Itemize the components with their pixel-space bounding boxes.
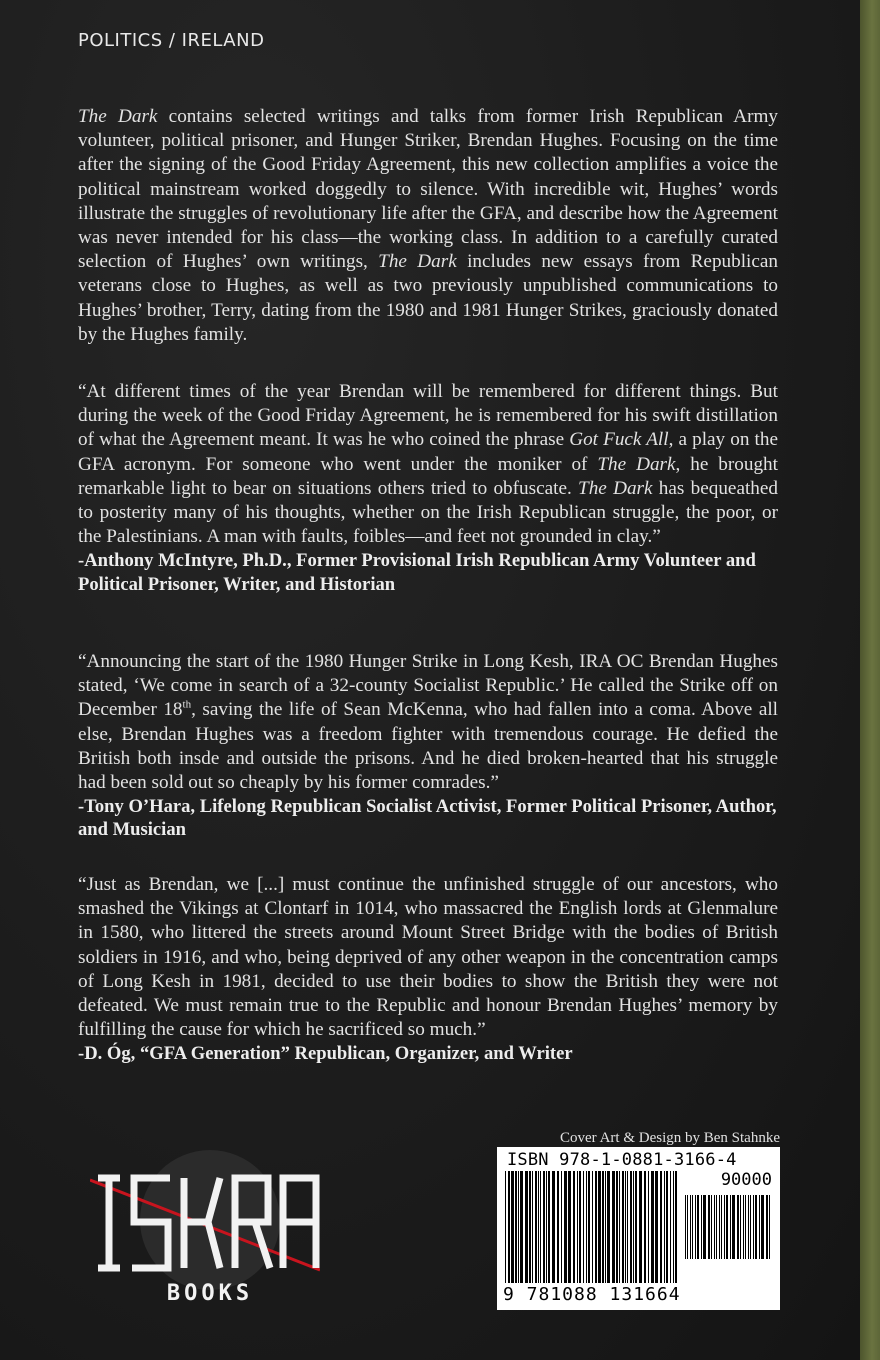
- barcode-bar: [568, 1171, 571, 1283]
- barcode-bar: [564, 1171, 567, 1283]
- barcode-bar: [557, 1171, 559, 1283]
- quote-text: , he brought remarkable light to bear on situations others tried to obfuscate.: [78, 453, 778, 499]
- barcode-bar: [648, 1171, 649, 1283]
- barcode-bar: [518, 1171, 519, 1283]
- addon-bar: [743, 1195, 744, 1259]
- quote-attribution: -D. Óg, “GFA Generation” Republican, Organizer, and Writer: [78, 1043, 573, 1065]
- quote-italic: The Dark: [597, 453, 676, 475]
- addon-bar: [716, 1195, 717, 1259]
- barcode-bars: [505, 1171, 681, 1283]
- addon-bar: [721, 1195, 722, 1259]
- barcode-bar: [561, 1171, 562, 1283]
- barcode-bar: [588, 1171, 590, 1283]
- barcode-bar: [577, 1171, 578, 1283]
- barcode-bar: [622, 1171, 624, 1283]
- ean-digits: 9 781088 131664: [503, 1284, 681, 1305]
- barcode-bar: [635, 1171, 637, 1283]
- barcode-bar: [644, 1171, 646, 1283]
- addon-bar: [695, 1195, 696, 1259]
- addon-bar: [711, 1195, 712, 1259]
- addon-bar: [730, 1195, 731, 1259]
- price-code: 90000: [720, 1170, 772, 1190]
- barcode-bar: [675, 1171, 677, 1283]
- barcode-bar: [639, 1171, 642, 1283]
- barcode-bar: [627, 1171, 628, 1283]
- description-text-1: contains selected writings and talks from former Irish Republican Army volunteer, political prisoner, and Hunger Striker, Brendan Hughes. Focusing on the time after the signing of the Good Friday Agreement, this new collection amplifies a voice the political mainstream worked doggedly to silence. With incredible wit, Hughes’ words illustrate the struggles of revolutionary life after the GFA, and describe how the Agreement was never intended for his class—the working class. In addition to a carefully curated selection of Hughes’ own writings,: [78, 106, 779, 273]
- quote-italic: The Dark: [578, 477, 653, 499]
- quote-attribution: -Anthony McIntyre, Ph.D., Former Provisional Irish Republican Army Volunteer and Political Prisoner, Writer, and Historian: [78, 550, 756, 595]
- addon-bar: [766, 1195, 768, 1259]
- barcode-bar: [505, 1171, 506, 1283]
- barcode-bar: [673, 1171, 674, 1283]
- addon-bar: [759, 1195, 760, 1259]
- addon-bar: [769, 1195, 770, 1259]
- addon-bar: [714, 1195, 715, 1259]
- spine-edge: [860, 0, 880, 1360]
- barcode-bar: [616, 1171, 618, 1283]
- barcode-bar: [579, 1171, 581, 1283]
- barcode-bar: [511, 1171, 514, 1283]
- quote-text: “At different times of the year Brendan will be remembered for different things. But during the week of the Good Friday Agreement, he is remembered for his swift distillation of what the Agreement meant. It was he who coined the phrase: [78, 381, 778, 451]
- quote-text: , saving the life of Sean McKenna, who had fallen into a coma. Above all else, Brendan Hughes was a freedom fighter with tremendous courage. He defied the British both insde and outside the prisons. And he died broken-hearted that his struggle had been sold out so cheaply by his former comrades.”: [78, 699, 778, 794]
- addon-bar: [703, 1195, 706, 1259]
- addon-bar: [697, 1195, 699, 1259]
- barcode-bar: [508, 1171, 510, 1283]
- addon-bar: [726, 1195, 728, 1259]
- addon-bar: [748, 1195, 749, 1259]
- barcode-bar: [630, 1171, 632, 1283]
- quote-italic: Got Fuck All: [569, 429, 669, 451]
- addon-bar: [687, 1195, 688, 1259]
- addon-bar: [737, 1195, 739, 1259]
- quote-text: has bequeathed to posterity many of his thoughts, whether on the Irish Republican struggle, the poor, or the Palestinians. A man with faults, foibles—and feet not grounded in clay.”: [78, 477, 778, 548]
- barcode-bar: [651, 1171, 654, 1283]
- addon-bar: [692, 1195, 693, 1259]
- iskra-books-logo: [90, 1150, 320, 1310]
- barcode-bar: [607, 1171, 610, 1283]
- barcode-bar: [543, 1171, 545, 1283]
- barcode-bar: [538, 1171, 539, 1283]
- quote-text: , a play on the GFA acronym. For someone who went under the moniker of: [78, 429, 778, 475]
- barcode-bar: [619, 1171, 620, 1283]
- addon-bar: [701, 1195, 702, 1259]
- barcode-bar: [540, 1171, 541, 1283]
- addon-bar: [761, 1195, 764, 1259]
- addon-bar: [719, 1195, 720, 1259]
- barcode-bar: [586, 1171, 587, 1283]
- barcode-bar: [670, 1171, 671, 1283]
- barcode-bar: [666, 1171, 668, 1283]
- ordinal-suffix: th: [182, 699, 192, 712]
- quote-text: “Just as Brendan, we [...] must continue the unfinished struggle of our ancestors, who smashed the Vikings at Clontarf in 1014, who massacred the English lords at Glenmalure in 1580, who littered the streets around Mount Street Bridge with the bodies of British soldiers in 1916, and who, being deprived of any other weapon in the concentration camps of Long Kesh in 1981, decided to use their bodies to show the British they were not defeated. We must remain true to the Republic and honour Brendan Hughes’ memory by fulfilling the cause for which he sacrificed so much.”: [78, 874, 778, 1041]
- description-text-2: includes new essays from Republican veterans close to Hughes, as well as two previously unpublished communications to Hughes’ brother, Terry, dating from the 1980 and 1981 Hunger Strikes, graciously donated by the Hughes family.: [78, 251, 779, 345]
- barcode-bar: [532, 1171, 533, 1283]
- blurb-og: [78, 873, 778, 1066]
- isbn-label: ISBN 978-1-0881-3166-4: [507, 1150, 737, 1170]
- addon-bar: [724, 1195, 725, 1259]
- title-italic: The Dark: [78, 106, 158, 127]
- barcode-bar: [612, 1171, 615, 1283]
- barcode-bar: [602, 1171, 604, 1283]
- addon-bar: [750, 1195, 751, 1259]
- addon-bar: [690, 1195, 691, 1259]
- addon-bar: [740, 1195, 741, 1259]
- barcode-bar: [605, 1171, 606, 1283]
- logo-subtitle: BOOKS: [166, 1281, 254, 1306]
- barcode-bar: [573, 1171, 575, 1283]
- category-label: POLITICS / IRELAND: [78, 30, 265, 51]
- addon-bar: [685, 1195, 686, 1259]
- barcode-bar: [520, 1171, 523, 1283]
- barcode-bar: [552, 1171, 555, 1283]
- cover-credit: Cover Art & Design by Ben Stahnke: [560, 1130, 780, 1146]
- barcode-bar: [655, 1171, 658, 1283]
- barcode-bar: [529, 1171, 531, 1283]
- addon-bar: [732, 1195, 735, 1259]
- blurb-mcintyre: [78, 380, 778, 596]
- addon-bar: [753, 1195, 754, 1259]
- title-italic-2: The Dark: [378, 251, 457, 273]
- addon-bar: [745, 1195, 746, 1259]
- barcode-bar: [583, 1171, 584, 1283]
- barcode-bar: [546, 1171, 547, 1283]
- barcode-bar: [525, 1171, 528, 1283]
- barcode-bar: [535, 1171, 537, 1283]
- barcode-bar: [660, 1171, 662, 1283]
- description-paragraph: [78, 105, 778, 347]
- barcode-bar: [633, 1171, 634, 1283]
- barcode-bar: [595, 1171, 597, 1283]
- barcode-bar: [515, 1171, 517, 1283]
- barcode-bar: [625, 1171, 626, 1283]
- addon-bar: [755, 1195, 757, 1259]
- quote-text: “Announcing the start of the 1980 Hunger Strike in Long Kesh, IRA OC Brendan Hughes stated, ‘We come in search of a 32-county Socialist Republic.’ He called the Strike off on December 18: [78, 651, 778, 721]
- barcode-bar: [598, 1171, 601, 1283]
- blurb-ohara: [78, 650, 778, 842]
- quote-attribution: -Tony O’Hara, Lifelong Republican Socialist Activist, Former Political Prisoner, Author, and Musician: [78, 796, 777, 841]
- barcode-bar: [592, 1171, 593, 1283]
- barcode-bar: [664, 1171, 665, 1283]
- barcode-bar: [548, 1171, 550, 1283]
- addon-bar: [708, 1195, 710, 1259]
- isbn-barcode: [497, 1147, 780, 1310]
- barcode-addon-bars: [685, 1195, 775, 1259]
